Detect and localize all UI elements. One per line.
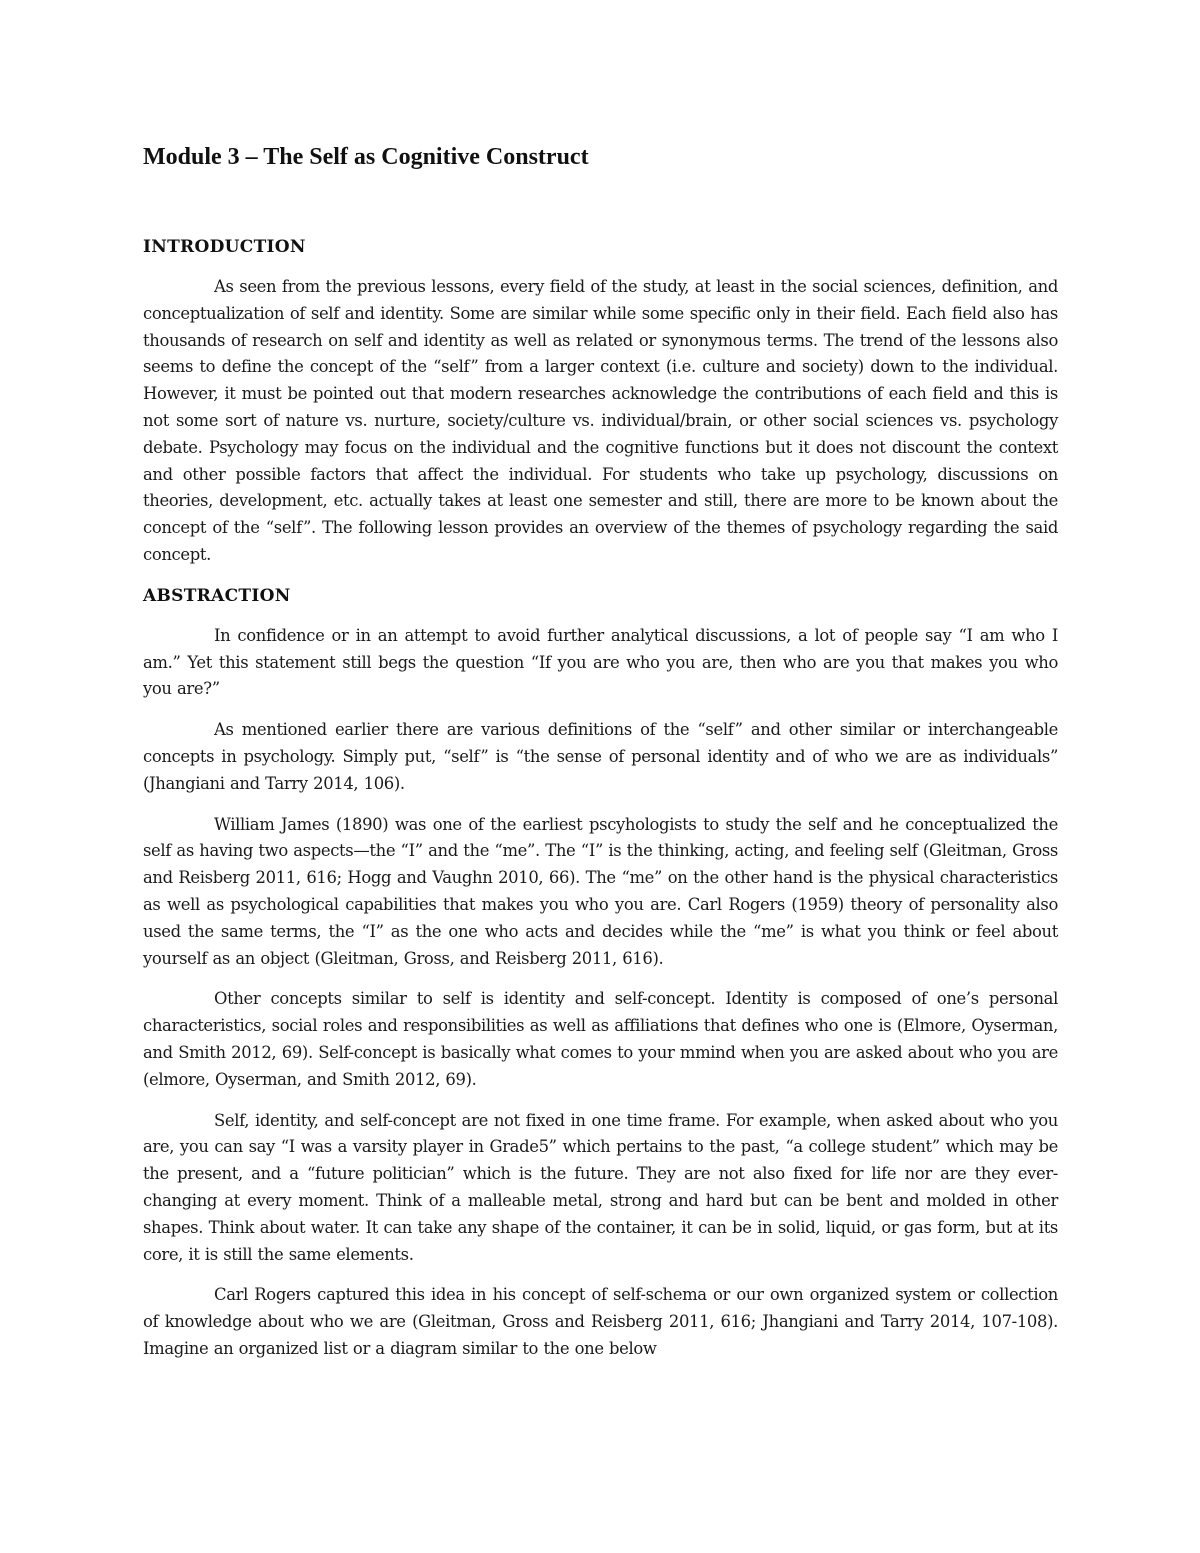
page-title: Module 3 – The Self as Cognitive Construct	[143, 144, 589, 170]
paragraph-abstraction-1: In confidence or in an attempt to avoid further analytical discussions, a lot of people say “I am who I am.” Yet this statement still begs the question “If you are who you are, then who are you that makes you who you are?”	[143, 625, 1058, 699]
paragraph-abstraction-6: Carl Rogers captured this idea in his concept of self-schema or our own organized system or collection of knowledge about who we are (Gleitman, Gross and Reisberg 2011, 616; Jhangiani and Tarry 2014, 107-108). Imagine an organized list or a diagram similar to the one below	[143, 1285, 1058, 1358]
section-introduction	[143, 234, 1058, 569]
paragraph-abstraction-5: Self, identity, and self-concept are not fixed in one time frame. For example, when asked about who you are, you can say “I was a varsity player in Grade5” which pertains to the past, “a college student” which may be the present, and a “future politician” which is the future. They are not also fixed for life nor are they ever-changing at every moment. Think of a malleable metal, strong and hard but can be bent and molded in other shapes. Think about water. It can take any shape of the container, it can be in solid, liquid, or gas form, but at its core, it is still the same elements.	[143, 1110, 1058, 1264]
paragraph-abstraction-3: William James (1890) was one of the earliest pscyhologists to study the self and he conceptualized the self as having two aspects—the “I” and the “me”. The “I” is the thinking, acting, and feeling self (Gleitman, Gross and Reisberg 2011, 616; Hogg and Vaughn 2010, 66). The “me” on the other hand is the physical characteristics as well as psychological capabilities that makes you who you are. Carl Rogers (1959) theory of personality also used the same terms, the “I” as the one who acts and decides while the “me” is what you think or feel about yourself as an object (Gleitman, Gross, and Reisberg 2011, 616).	[143, 814, 1058, 968]
document-page	[143, 140, 1058, 1377]
paragraph-abstraction-4: Other concepts similar to self is identity and self-concept. Identity is composed of one’s personal characteristics, social roles and responsibilities as well as affiliations that defines who one is (Elmore, Oyserman, and Smith 2012, 69). Self-concept is basically what comes to your mmind when you are asked about who you are (elmore, Oyserman, and Smith 2012, 69).	[143, 989, 1058, 1089]
section-heading-introduction: INTRODUCTION	[143, 237, 306, 257]
section-abstraction	[143, 583, 1058, 1363]
paragraph-introduction: As seen from the previous lessons, every field of the study, at least in the social sciences, definition, and conceptualization of self and identity. Some are similar while some specific only in their field. Each field also has thousands of research on self and identity as well as related or synonymous terms. The trend of the lessons also seems to define the concept of the “self” from a larger context (i.e. culture and society) down to the individual. However, it must be pointed out that modern researches acknowledge the contributions of each field and this is not some sort of nature vs. nurture, society/culture vs. individual/brain, or other social sciences vs. psychology debate. Psychology may focus on the individual and the cognitive functions but it does not discount the context and other possible factors that affect the individual. For students who take up psychology, discussions on theories, development, etc. actually takes at least one semester and still, there are more to be known about the concept of the “self”. The following lesson provides an overview of the themes of psychology regarding the said concept.	[143, 277, 1058, 564]
paragraph-abstraction-2: As mentioned earlier there are various definitions of the “self” and other similar or interchangeable concepts in psychology. Simply put, “self” is “the sense of personal identity and of who we are as individuals” (Jhangiani and Tarry 2014, 106).	[143, 720, 1058, 793]
section-heading-abstraction: ABSTRACTION	[143, 585, 291, 606]
